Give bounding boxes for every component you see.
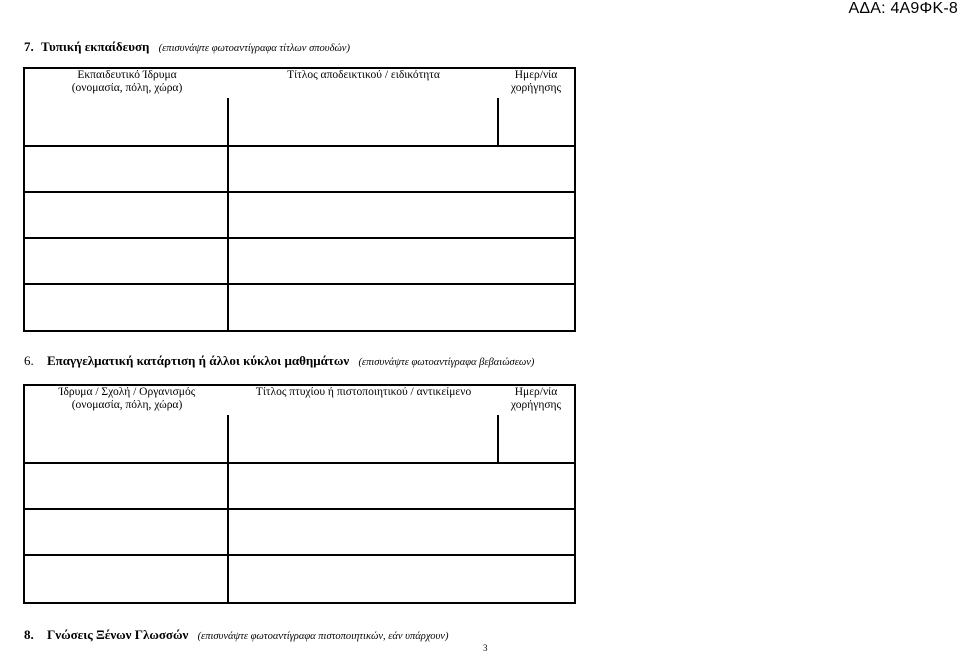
section-8-note: (επισυνάψτε φωτοαντίγραφα πιστοποιητικών, εάν υπάρχουν) — [197, 631, 449, 642]
education-row-divider-4 — [25, 283, 574, 285]
education-table-header — [25, 69, 574, 97]
education-col-date-line1: Ημερ/νία — [514, 69, 558, 81]
section-8-heading — [24, 627, 448, 644]
section-7-heading — [24, 39, 350, 56]
page-number: 3 — [483, 643, 488, 653]
training-col-date — [498, 386, 574, 412]
education-col-date — [498, 69, 574, 95]
section-6-title: Επαγγελματική κατάρτιση ή άλλοι κύκλοι μαθημάτων — [47, 353, 350, 368]
training-col-institution-line2: (ονομασία, πόλη, χώρα) — [71, 399, 183, 411]
education-col-institution-line1: Εκπαιδευτικό Ίδρυμα — [77, 69, 177, 81]
section-8-title: Γνώσεις Ξένων Γλωσσών — [47, 627, 189, 642]
education-row-divider-1 — [25, 145, 574, 147]
training-table-header — [25, 386, 574, 414]
training-row-divider-2 — [25, 508, 574, 510]
education-col-institution-line2: (ονομασία, πόλη, χώρα) — [71, 82, 183, 94]
section-6-note: (επισυνάψτε φωτοαντίγραφα βεβαιώσεων) — [358, 357, 535, 368]
section-7-title: Τυπική εκπαίδευση — [41, 39, 150, 54]
education-col-divider-1 — [227, 98, 229, 330]
training-col-institution-line1: Ίδρυμα / Σχολή / Οργανισμός — [58, 386, 196, 398]
section-8-number: 8. — [24, 627, 34, 642]
education-table — [23, 67, 576, 332]
training-row-divider-3 — [25, 554, 574, 556]
education-row-divider-3 — [25, 237, 574, 239]
training-col-title — [229, 386, 498, 399]
education-col-title — [229, 69, 498, 82]
training-col-institution — [25, 386, 229, 412]
training-col-title-line1: Τίτλος πτυχίου ή πιστοποιητικού / αντικείμενο — [255, 386, 472, 398]
education-col-institution — [25, 69, 229, 95]
training-table-body — [25, 415, 574, 602]
ada-code: ΑΔΑ: 4Α9ΦΚ-8 — [848, 0, 958, 17]
section-6-number: 6. — [24, 353, 34, 368]
education-table-body — [25, 98, 574, 330]
education-col-date-line2: χορήγησης — [510, 82, 562, 94]
education-col-divider-2 — [497, 98, 499, 145]
training-col-divider-2 — [497, 415, 499, 462]
education-col-title-line1: Τίτλος αποδεικτικού / ειδικότητα — [287, 69, 440, 81]
training-row-divider-1 — [25, 462, 574, 464]
training-col-date-line2: χορήγησης — [510, 399, 562, 411]
training-table — [23, 384, 576, 604]
education-row-divider-2 — [25, 191, 574, 193]
section-7-note: (επισυνάψτε φωτοαντίγραφα τίτλων σπουδών) — [158, 43, 350, 54]
section-6-heading — [24, 353, 534, 370]
section-7-number: 7. — [24, 39, 34, 54]
training-col-date-line1: Ημερ/νία — [514, 386, 558, 398]
